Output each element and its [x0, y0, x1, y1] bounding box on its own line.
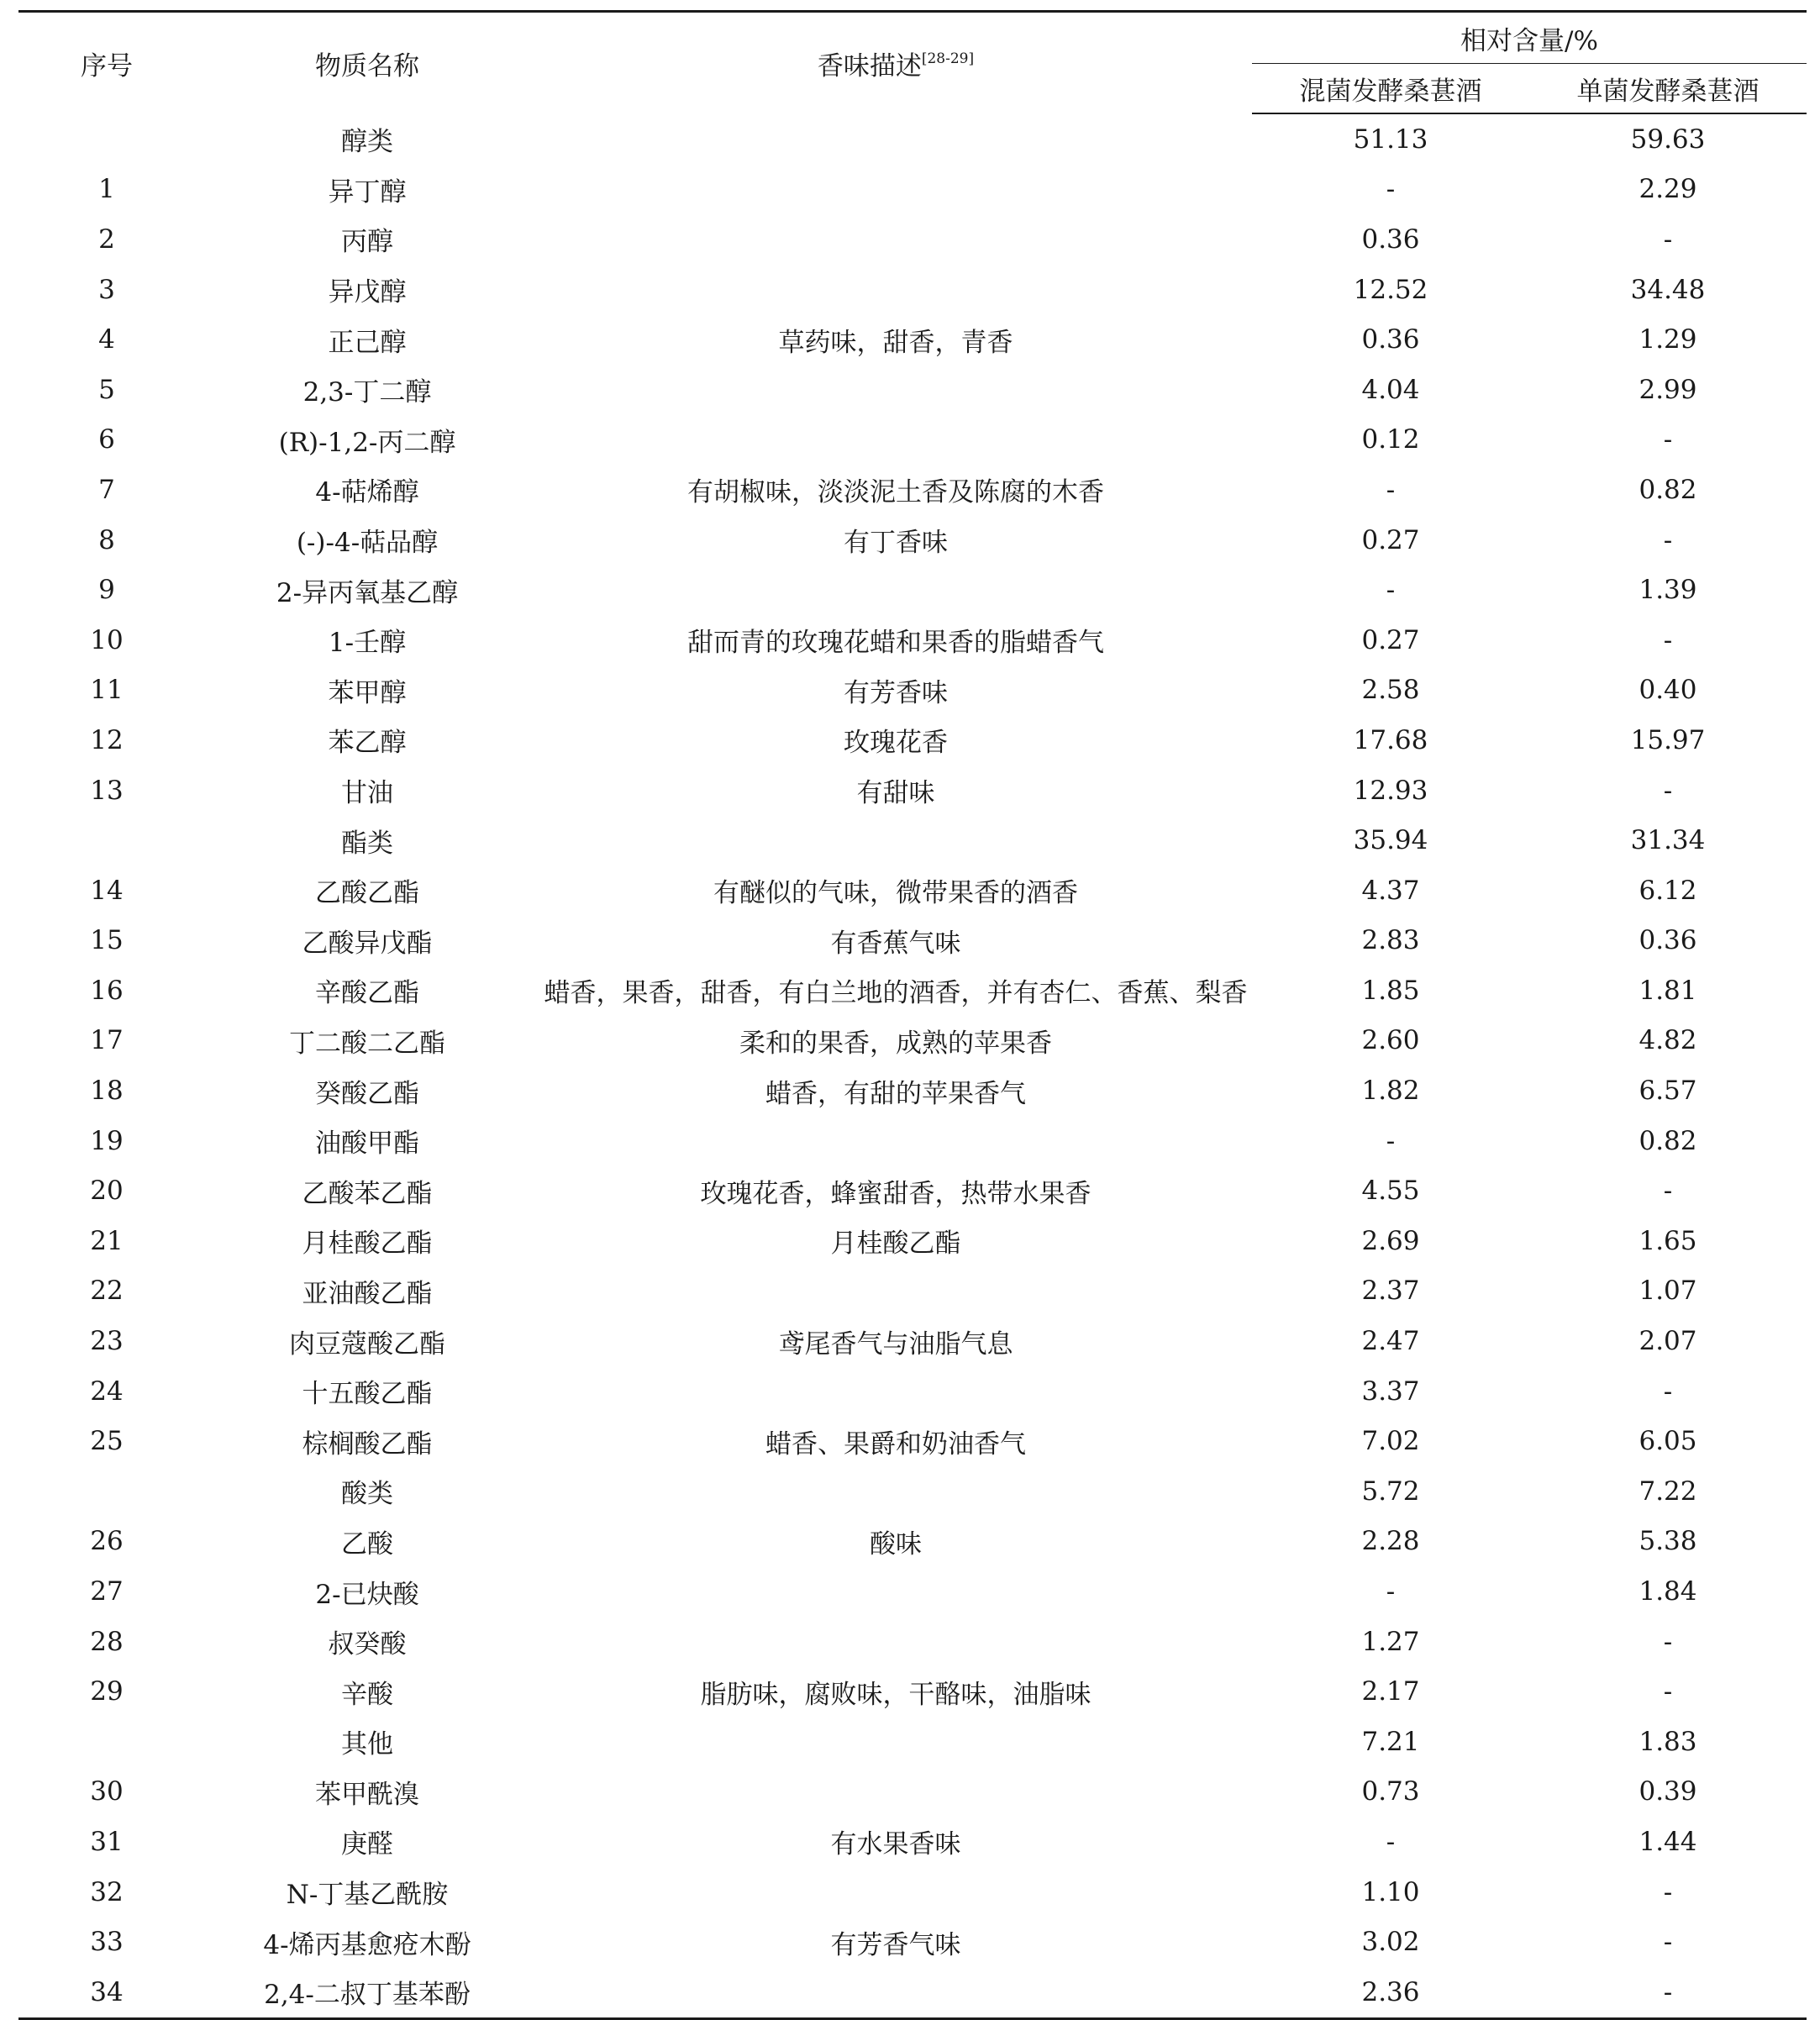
cell-single-fermentation-value: 2.29	[1639, 174, 1697, 205]
cell-mixed-fermentation-value: 1.10	[1361, 1876, 1420, 1907]
table-header	[18, 12, 1807, 114]
cell-single-fermentation-value: 1.84	[1639, 1576, 1697, 1607]
cell-single-fermentation-value: -	[1663, 1927, 1673, 1958]
cell-mixed-fermentation-value: 12.52	[1353, 274, 1428, 305]
cell-single-fermentation-value: 4.82	[1639, 1025, 1697, 1056]
cell-aroma-description: 柔和的果香，成熟的苹果香	[739, 1028, 1052, 1059]
cell-serial-number	[18, 1717, 195, 1767]
cell-aroma-description	[539, 1266, 1252, 1317]
cell-serial-number: 8	[98, 524, 115, 555]
cell-compound-name: 肉豆蔻酸乙酯	[289, 1328, 445, 1360]
cell-mixed-fermentation-value: 0.12	[1361, 424, 1420, 455]
cell-serial-number: 30	[90, 1776, 124, 1807]
table-row	[18, 415, 1807, 466]
cell-single-fermentation-value: 1.44	[1639, 1826, 1697, 1857]
table-row	[18, 1517, 1807, 1567]
cell-mixed-fermentation-value: 2.69	[1361, 1225, 1420, 1256]
cell-serial-number: 11	[90, 675, 124, 706]
cell-compound-name: 2-异丙氧基乙醇	[276, 577, 459, 608]
table-body	[18, 113, 1807, 2018]
cell-serial-number: 34	[18, 1967, 195, 2018]
table-row	[18, 1666, 1807, 1717]
cell-single-fermentation-value: 5.38	[1639, 1526, 1697, 1557]
cell-mixed-fermentation-value: 0.36	[1361, 324, 1420, 355]
cell-mixed-fermentation-value: 1.82	[1361, 1076, 1420, 1107]
cell-single-fermentation-value: 6.05	[1639, 1426, 1697, 1457]
cell-compound-name: 4-萜烯醇	[315, 477, 419, 508]
category-row	[18, 113, 1807, 165]
cell-compound-name: 癸酸乙酯	[315, 1078, 419, 1109]
cell-compound-name: 2-已炔酸	[315, 1579, 419, 1610]
cell-serial-number: 23	[90, 1326, 124, 1357]
cell-serial-number: 14	[90, 875, 124, 906]
cell-serial-number: 28	[90, 1626, 124, 1657]
cell-mixed-fermentation-value: 35.94	[1353, 825, 1428, 856]
cell-aroma-description	[539, 1566, 1252, 1617]
cell-mixed-fermentation-value: 4.04	[1361, 374, 1420, 405]
cell-serial-number: 2	[98, 224, 115, 255]
cell-compound-name: 乙酸异戊酯	[302, 928, 433, 959]
cell-mixed-fermentation-value: 3.37	[1361, 1376, 1420, 1407]
cell-serial-number: 31	[90, 1826, 124, 1857]
table-row	[18, 665, 1807, 716]
category-row	[18, 815, 1807, 865]
cell-compound-name: 月桂酸乙酯	[302, 1228, 433, 1260]
cell-compound-name: (R)-1,2-丙二醇	[278, 427, 456, 458]
cell-serial-number: 15	[90, 925, 124, 956]
cell-single-fermentation-value: -	[1663, 224, 1673, 255]
cell-compound-name: 丙醇	[341, 227, 393, 258]
cell-single-fermentation-value: -	[1663, 1376, 1673, 1407]
cell-single-fermentation-value: -	[1663, 775, 1673, 806]
cell-single-fermentation-value: 1.29	[1639, 324, 1697, 355]
table-row	[18, 365, 1807, 415]
cell-single-fermentation-value: 1.07	[1639, 1276, 1697, 1307]
table-row	[18, 1116, 1807, 1166]
cell-compound-name: 棕榈酸乙酯	[302, 1428, 433, 1460]
table-row	[18, 265, 1807, 315]
cell-single-fermentation-value: 1.39	[1639, 575, 1697, 606]
cell-compound-name: 异戊醇	[328, 277, 407, 308]
cell-serial-number: 26	[90, 1526, 124, 1557]
cell-compound-name: 辛酸乙酯	[315, 978, 419, 1009]
cell-single-fermentation-value: 1.65	[1639, 1225, 1697, 1256]
cell-aroma-description	[539, 815, 1252, 865]
cell-mixed-fermentation-value: 2.58	[1361, 675, 1420, 706]
cell-serial-number: 5	[98, 374, 115, 405]
cell-aroma-description: 鸢尾香气与油脂气息	[778, 1328, 1013, 1360]
cell-mixed-fermentation-value: 17.68	[1353, 724, 1428, 755]
cell-serial-number: 4	[98, 324, 115, 355]
table-row	[18, 1165, 1807, 1216]
cell-serial-number: 17	[90, 1025, 124, 1056]
cell-aroma-description: 玫瑰花香，蜂蜜甜香，热带水果香	[700, 1178, 1091, 1209]
table-row	[18, 465, 1807, 515]
cell-single-fermentation-value: 31.34	[1630, 825, 1706, 856]
cell-compound-name: 醇类	[341, 126, 393, 157]
cell-aroma-description: 有芳香味	[844, 677, 948, 708]
cell-single-fermentation-value: 6.12	[1639, 875, 1697, 906]
cell-single-fermentation-value: 2.07	[1639, 1326, 1697, 1357]
cell-mixed-fermentation-value: 4.37	[1361, 875, 1420, 906]
cell-serial-number: 29	[90, 1676, 124, 1707]
cell-mixed-fermentation-value: 4.55	[1361, 1176, 1420, 1207]
cell-aroma-description: 有醚似的气味，微带果香的酒香	[713, 878, 1078, 909]
cell-mixed-fermentation-value: 7.02	[1361, 1426, 1420, 1457]
cell-mixed-fermentation-value: -	[1386, 474, 1396, 505]
cell-aroma-description: 有甜味	[856, 778, 935, 809]
cell-single-fermentation-value: -	[1529, 1967, 1807, 2018]
cell-compound-name: 2,3-丁二醇	[302, 377, 432, 408]
cell-mixed-fermentation-value: 1.85	[1361, 975, 1420, 1006]
cell-serial-number: 6	[98, 424, 115, 455]
cell-serial-number: 16	[90, 975, 124, 1006]
cell-aroma-description	[539, 565, 1252, 615]
header-mixed-fermentation: 混菌发酵桑葚酒	[1252, 64, 1529, 114]
cell-mixed-fermentation-value: 0.27	[1361, 524, 1420, 555]
cell-mixed-fermentation-value: 0.73	[1361, 1776, 1420, 1807]
table-row	[18, 1065, 1807, 1116]
header-row-1	[18, 12, 1807, 64]
cell-mixed-fermentation-value: -	[1386, 575, 1396, 606]
cell-single-fermentation-value: -	[1663, 1676, 1673, 1707]
cell-compound-name: 2,4-二叔丁基苯酚	[195, 1967, 539, 2018]
category-row	[18, 1466, 1807, 1517]
cell-compound-name: 叔癸酸	[328, 1629, 407, 1660]
cell-single-fermentation-value: -	[1663, 624, 1673, 655]
cell-single-fermentation-value: 15.97	[1630, 724, 1706, 755]
cell-aroma-description: 有水果香味	[830, 1829, 961, 1860]
header-aroma-description	[539, 12, 1252, 114]
cell-compound-name: 乙酸	[341, 1528, 393, 1560]
cell-mixed-fermentation-value: -	[1386, 174, 1396, 205]
cell-compound-name: 正己醇	[328, 327, 407, 358]
cell-aroma-description: 玫瑰花香	[844, 728, 948, 759]
cell-serial-number: 27	[90, 1576, 124, 1607]
cell-serial-number: 13	[90, 775, 124, 806]
cell-compound-name: N-丁基乙酰胺	[286, 1880, 449, 1911]
cell-single-fermentation-value: 0.36	[1639, 925, 1697, 956]
cell-mixed-fermentation-value: 2.37	[1361, 1276, 1420, 1307]
cell-single-fermentation-value: -	[1663, 1176, 1673, 1207]
cell-serial-number: 25	[90, 1426, 124, 1457]
cell-compound-name: 苯乙醇	[328, 728, 407, 759]
cell-mixed-fermentation-value: -	[1386, 1125, 1396, 1156]
cell-serial-number: 22	[90, 1276, 124, 1307]
cell-compound-name: 苯甲酰溴	[315, 1779, 419, 1810]
cell-compound-name: 苯甲醇	[328, 677, 407, 708]
table-row	[18, 165, 1807, 215]
cell-serial-number: 3	[98, 274, 115, 305]
cell-aroma-description: 有丁香味	[844, 528, 948, 559]
cell-compound-name: (-)-4-萜品醇	[296, 528, 439, 559]
cell-single-fermentation-value: -	[1663, 1626, 1673, 1657]
cell-mixed-fermentation-value: 2.60	[1361, 1025, 1420, 1056]
cell-mixed-fermentation-value: 3.02	[1361, 1927, 1420, 1958]
cell-compound-name: 4-烯丙基愈疮木酚	[263, 1929, 471, 1960]
cell-single-fermentation-value: 0.40	[1639, 675, 1697, 706]
cell-mixed-fermentation-value: 2.47	[1361, 1326, 1420, 1357]
cell-aroma-description: 蜡香、果爵和奶油香气	[765, 1428, 1026, 1460]
cell-aroma-description	[539, 113, 1252, 165]
cell-serial-number: 21	[90, 1225, 124, 1256]
cell-compound-name: 酸类	[341, 1479, 393, 1510]
table-row	[18, 615, 1807, 665]
cell-aroma-description: 甜而青的玫瑰花蜡和果香的脂蜡香气	[687, 628, 1104, 659]
header-reference-superscript: [28-29]	[921, 50, 975, 67]
cell-compound-name: 亚油酸乙酯	[302, 1278, 433, 1309]
cell-serial-number: 24	[90, 1376, 124, 1407]
cell-aroma-description	[539, 265, 1252, 315]
cell-serial-number: 33	[90, 1927, 124, 1958]
cell-single-fermentation-value: -	[1663, 524, 1673, 555]
cell-aroma-description: 月桂酸乙酯	[830, 1228, 961, 1260]
cell-compound-name: 异丁醇	[328, 176, 407, 208]
cell-aroma-description: 有胡椒味，淡淡泥土香及陈腐的木香	[687, 477, 1104, 508]
cell-single-fermentation-value: 1.83	[1639, 1726, 1697, 1757]
cell-single-fermentation-value: -	[1663, 424, 1673, 455]
cell-mixed-fermentation-value: 7.21	[1361, 1726, 1420, 1757]
cell-serial-number: 20	[90, 1176, 124, 1207]
cell-serial-number: 7	[98, 474, 115, 505]
header-compound-name: 物质名称	[195, 12, 539, 114]
cell-serial-number: 32	[90, 1876, 124, 1907]
header-single-fermentation: 单菌发酵桑葚酒	[1529, 64, 1807, 114]
table-row	[18, 515, 1807, 565]
cell-single-fermentation-value: 1.81	[1639, 975, 1697, 1006]
cell-compound-name: 辛酸	[341, 1679, 393, 1710]
cell-compound-name: 油酸甲酯	[315, 1128, 419, 1160]
cell-serial-number: 10	[90, 624, 124, 655]
header-aroma-description-text: 香味描述	[817, 50, 922, 82]
cell-aroma-description	[539, 1717, 1252, 1767]
cell-single-fermentation-value: -	[1663, 1876, 1673, 1907]
cell-mixed-fermentation-value: 51.13	[1353, 124, 1428, 155]
cell-mixed-fermentation-value: 2.28	[1361, 1526, 1420, 1557]
table-row	[18, 1016, 1807, 1066]
cell-single-fermentation-value: 6.57	[1639, 1076, 1697, 1107]
cell-serial-number: 1	[98, 174, 115, 205]
table-row	[18, 1967, 1807, 2018]
cell-compound-name: 酯类	[341, 828, 393, 859]
cell-mixed-fermentation-value: 2.17	[1361, 1676, 1420, 1707]
cell-single-fermentation-value: 2.99	[1639, 374, 1697, 405]
table-row	[18, 1216, 1807, 1266]
header-relative-content-group: 相对含量/%	[1252, 12, 1807, 64]
cell-mixed-fermentation-value: 0.36	[1361, 224, 1420, 255]
table-row	[18, 765, 1807, 816]
table-row	[18, 1316, 1807, 1366]
table-row	[18, 565, 1807, 615]
cell-aroma-description	[539, 365, 1252, 415]
cell-aroma-description: 有香蕉气味	[830, 928, 961, 959]
cell-mixed-fermentation-value: 2.36	[1252, 1967, 1529, 2018]
cell-aroma-description: 有芳香气味	[830, 1929, 961, 1960]
table-row	[18, 1767, 1807, 1817]
cell-aroma-description	[539, 1466, 1252, 1517]
table-row	[18, 1416, 1807, 1466]
header-serial-number: 序号	[18, 12, 195, 114]
cell-single-fermentation-value: 7.22	[1639, 1476, 1697, 1507]
category-row	[18, 1717, 1807, 1767]
table-row	[18, 314, 1807, 365]
cell-single-fermentation-value: 0.82	[1639, 474, 1697, 505]
cell-serial-number: 12	[90, 724, 124, 755]
cell-compound-name: 庚醛	[341, 1829, 393, 1860]
aroma-compounds-table	[18, 10, 1807, 2020]
table-row	[18, 1366, 1807, 1417]
cell-mixed-fermentation-value: -	[1386, 1576, 1396, 1607]
cell-aroma-description	[539, 1116, 1252, 1166]
cell-serial-number: 19	[90, 1125, 124, 1156]
cell-single-fermentation-value: 59.63	[1630, 124, 1706, 155]
table-row	[18, 916, 1807, 966]
cell-compound-name: 1-壬醇	[328, 628, 407, 659]
cell-aroma-description: 酸味	[870, 1528, 922, 1560]
table-row	[18, 965, 1807, 1016]
cell-aroma-description	[539, 1867, 1252, 1917]
cell-mixed-fermentation-value: 2.83	[1361, 925, 1420, 956]
cell-single-fermentation-value: 34.48	[1630, 274, 1706, 305]
cell-aroma-description	[539, 415, 1252, 466]
cell-mixed-fermentation-value: 5.72	[1361, 1476, 1420, 1507]
cell-single-fermentation-value: 0.39	[1639, 1776, 1697, 1807]
cell-aroma-description: 草药味，甜香，青香	[778, 327, 1013, 358]
cell-compound-name: 十五酸乙酯	[302, 1379, 433, 1410]
cell-compound-name: 其他	[341, 1729, 393, 1760]
cell-aroma-description	[539, 1617, 1252, 1667]
table-row	[18, 1867, 1807, 1917]
cell-single-fermentation-value: 0.82	[1639, 1125, 1697, 1156]
table-row	[18, 715, 1807, 765]
cell-serial-number: 9	[98, 575, 115, 606]
cell-mixed-fermentation-value: 0.27	[1361, 624, 1420, 655]
cell-mixed-fermentation-value: 1.27	[1361, 1626, 1420, 1657]
cell-serial-number	[18, 815, 195, 865]
cell-compound-name: 丁二酸二乙酯	[289, 1028, 445, 1059]
cell-aroma-description	[539, 165, 1252, 215]
table-row	[18, 1817, 1807, 1867]
table-row	[18, 1917, 1807, 1967]
cell-mixed-fermentation-value: -	[1386, 1826, 1396, 1857]
cell-aroma-description	[539, 214, 1252, 265]
table-row	[18, 214, 1807, 265]
table-row	[18, 1617, 1807, 1667]
cell-serial-number	[18, 1466, 195, 1517]
cell-aroma-description	[539, 1967, 1252, 2018]
cell-aroma-description: 蜡香，果香，甜香，有白兰地的酒香，并有杏仁、香蕉、梨香	[544, 978, 1248, 1009]
table-row	[18, 1566, 1807, 1617]
cell-compound-name: 甘油	[341, 778, 393, 809]
table-row	[18, 1266, 1807, 1317]
cell-serial-number	[18, 113, 195, 165]
table-row	[18, 865, 1807, 916]
cell-compound-name: 乙酸苯乙酯	[302, 1178, 433, 1209]
cell-aroma-description	[539, 1767, 1252, 1817]
cell-serial-number: 18	[90, 1076, 124, 1107]
cell-mixed-fermentation-value: 12.93	[1353, 775, 1428, 806]
cell-aroma-description	[539, 1366, 1252, 1417]
cell-aroma-description: 脂肪味，腐败味，干酪味，油脂味	[700, 1679, 1091, 1710]
cell-compound-name: 乙酸乙酯	[315, 878, 419, 909]
cell-aroma-description: 蜡香，有甜的苹果香气	[765, 1078, 1026, 1109]
